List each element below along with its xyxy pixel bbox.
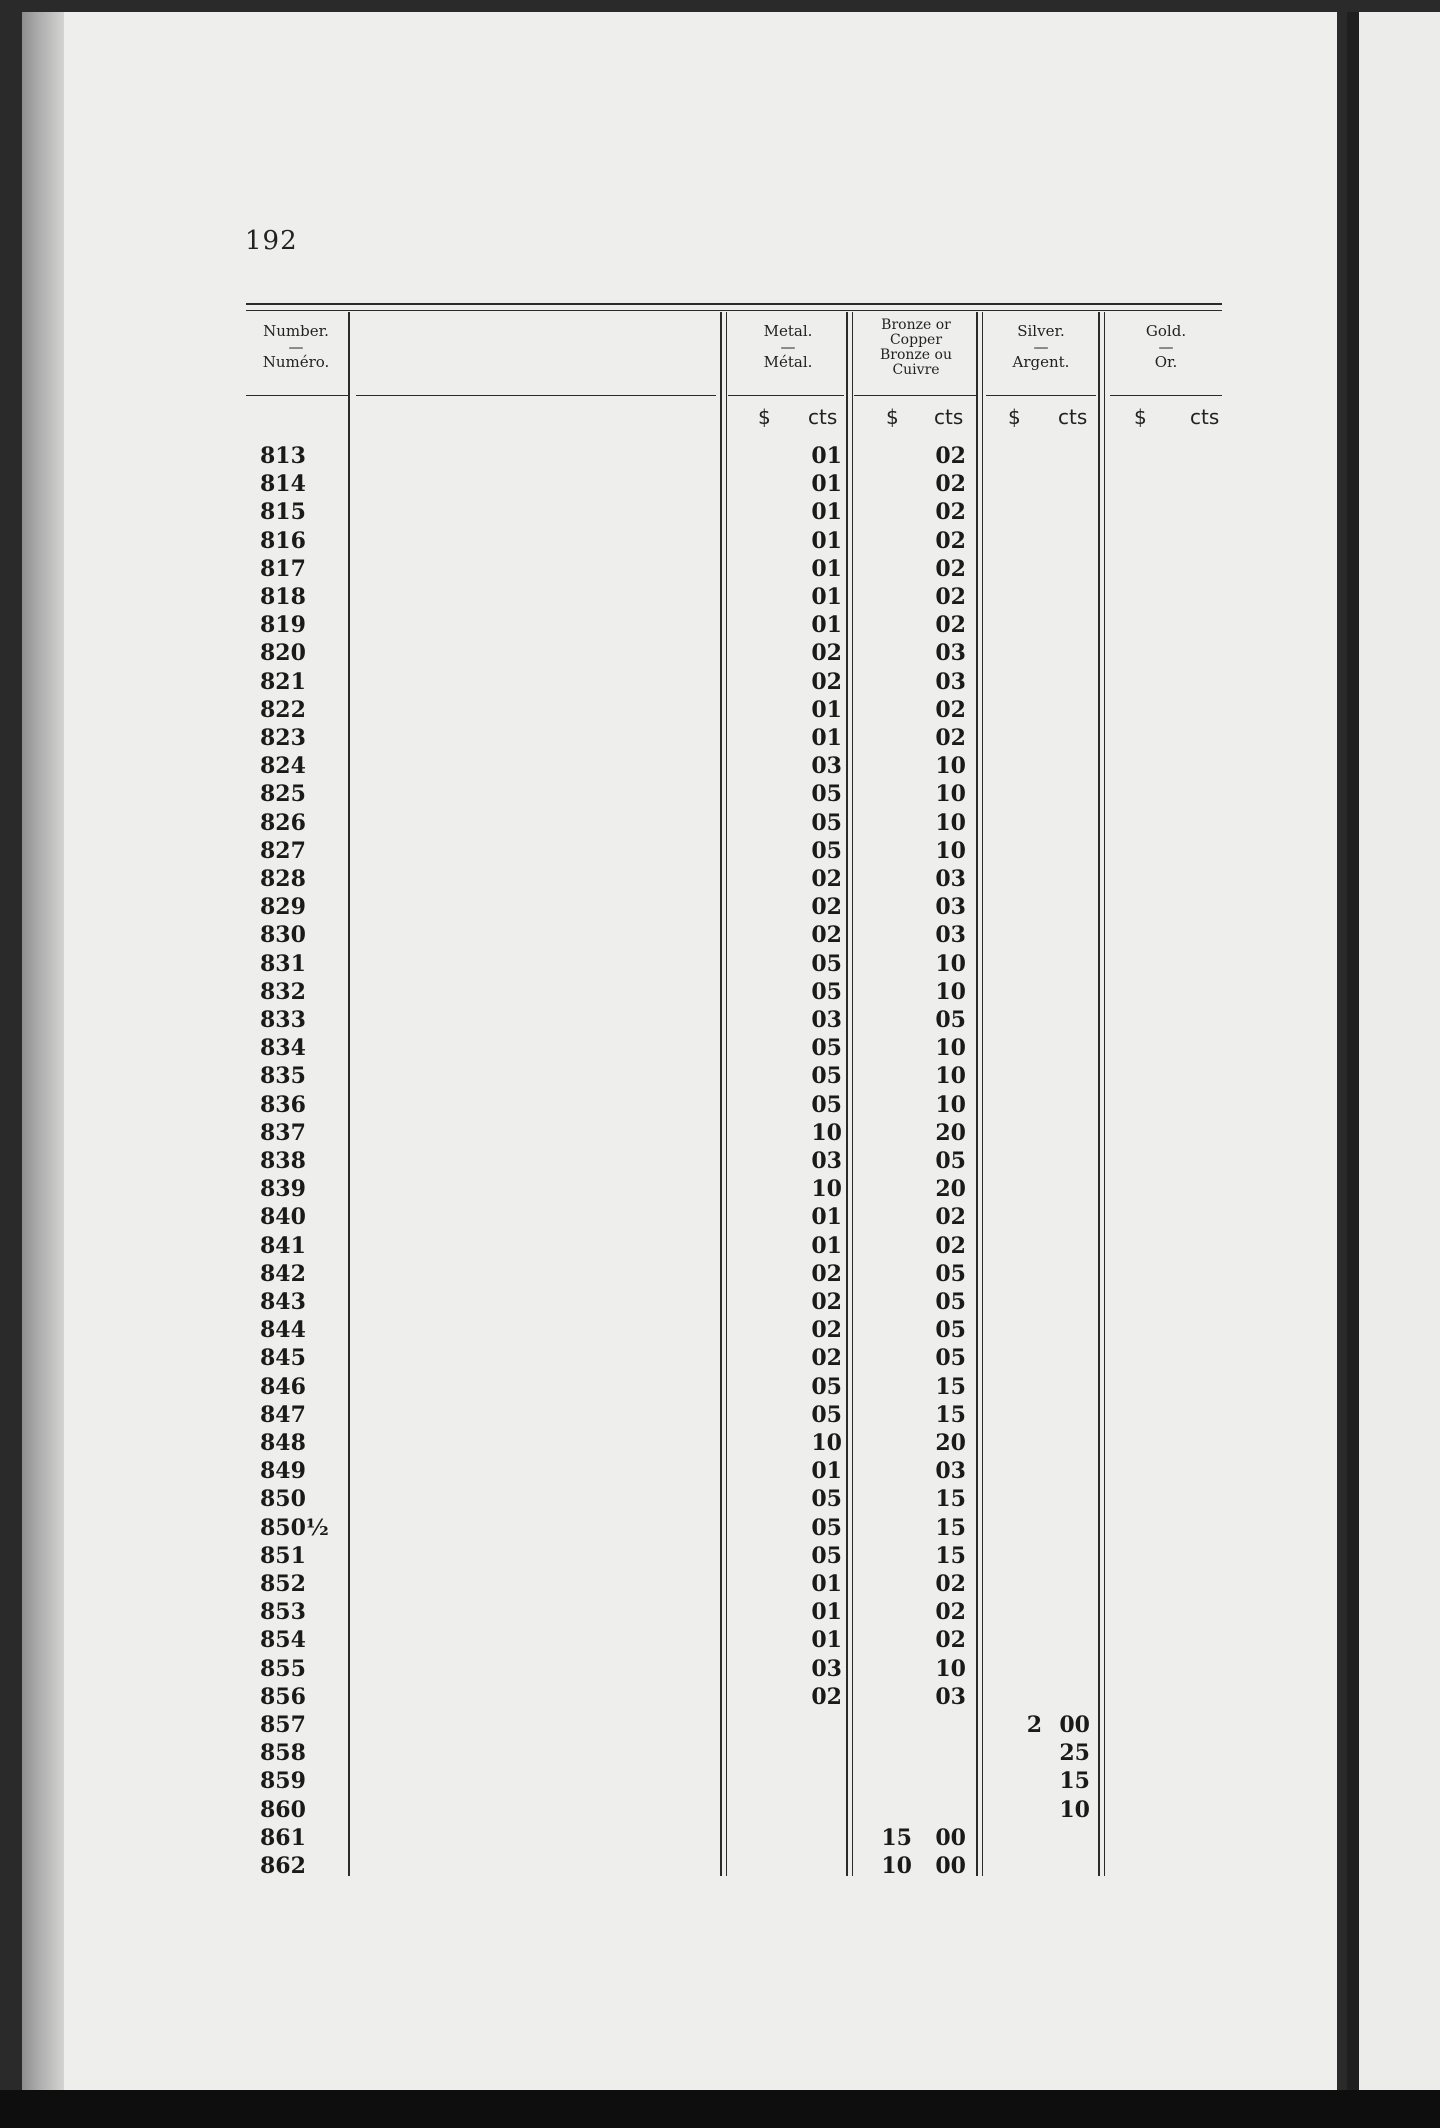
row-number: 855: [260, 1656, 306, 1682]
unit-cents-metal: cts: [808, 405, 838, 429]
header-silver-dash: —: [1033, 338, 1049, 356]
metal-price: 01: [811, 528, 842, 554]
bronze-price: 02: [935, 584, 966, 610]
silver-price: 15: [1059, 1768, 1090, 1794]
metal-price: 01: [811, 584, 842, 610]
row-number: 813: [260, 443, 306, 469]
table-row: [0, 1232, 1440, 1260]
header-silver-en: Silver.: [1017, 322, 1065, 340]
metal-price: 02: [811, 669, 842, 695]
table-row: [0, 1514, 1440, 1542]
header-metal-fr: Métal.: [763, 353, 813, 371]
silver-price: 25: [1059, 1740, 1090, 1766]
table-row: [0, 639, 1440, 667]
table-row: [0, 1344, 1440, 1372]
bronze-price: 20: [935, 1120, 966, 1146]
header-underline-gold: [1110, 395, 1222, 396]
metal-price: 01: [811, 697, 842, 723]
metal-price: 02: [811, 640, 842, 666]
table-row: [0, 978, 1440, 1006]
metal-price: 02: [811, 894, 842, 920]
metal-price: 05: [811, 1374, 842, 1400]
metal-price: 05: [811, 979, 842, 1005]
bronze-price: 02: [935, 1627, 966, 1653]
table-row: [0, 1739, 1440, 1767]
table-row: [0, 809, 1440, 837]
row-number: 859: [260, 1768, 306, 1794]
row-number: 823: [260, 725, 306, 751]
row-number: 826: [260, 810, 306, 836]
bronze-price: 03: [935, 1458, 966, 1484]
metal-price: 01: [811, 612, 842, 638]
table-row: [0, 1683, 1440, 1711]
table-row: [0, 893, 1440, 921]
metal-price: 03: [811, 1656, 842, 1682]
row-number: 830: [260, 922, 306, 948]
bronze-price: 15: [935, 1374, 966, 1400]
table-row: [0, 1429, 1440, 1457]
table-row: [0, 696, 1440, 724]
bronze-price: 10: [935, 1092, 966, 1118]
table-row: [0, 1373, 1440, 1401]
header-metal: [730, 322, 846, 372]
metal-price: 05: [811, 951, 842, 977]
metal-price: 02: [811, 1317, 842, 1343]
bronze-price: 15: [935, 1486, 966, 1512]
metal-price: 02: [811, 1289, 842, 1315]
metal-price: 05: [811, 838, 842, 864]
header-underline-description: [356, 395, 716, 396]
table-row: [0, 1316, 1440, 1344]
bronze-price: 03: [935, 922, 966, 948]
row-number: 816: [260, 528, 306, 554]
row-number: 850½: [260, 1515, 329, 1541]
unit-dollar-gold: $: [1134, 405, 1147, 429]
row-number: 848: [260, 1430, 306, 1456]
silver-price: 10: [1059, 1797, 1090, 1823]
bronze-price-dollars: 15: [881, 1825, 912, 1851]
bronze-price: 02: [935, 471, 966, 497]
table-row: [0, 498, 1440, 526]
header-bronze-line3: Bronze ou: [880, 347, 952, 363]
table-row: [0, 1570, 1440, 1598]
bronze-price: 02: [935, 528, 966, 554]
page-number: 192: [245, 226, 298, 256]
bronze-price: 05: [935, 1345, 966, 1371]
bronze-price: 05: [935, 1007, 966, 1033]
table-row: [0, 837, 1440, 865]
bronze-price: 00: [935, 1825, 966, 1851]
metal-price: 05: [811, 1486, 842, 1512]
metal-price: 05: [811, 1063, 842, 1089]
header-gold-dash: —: [1158, 338, 1174, 356]
row-number: 856: [260, 1684, 306, 1710]
row-number: 854: [260, 1627, 306, 1653]
row-number: 852: [260, 1571, 306, 1597]
bronze-price: 02: [935, 443, 966, 469]
row-number: 858: [260, 1740, 306, 1766]
header-metal-dash: —: [780, 338, 796, 356]
table-row: [0, 1147, 1440, 1175]
table-row: [0, 1091, 1440, 1119]
table-row: [0, 1034, 1440, 1062]
metal-price: 01: [811, 1599, 842, 1625]
bronze-price-dollars: 10: [881, 1853, 912, 1879]
header-underline-bronze: [854, 395, 978, 396]
metal-price: 05: [811, 781, 842, 807]
bronze-price: 03: [935, 640, 966, 666]
row-number: 818: [260, 584, 306, 610]
row-number: 821: [260, 669, 306, 695]
row-number: 839: [260, 1176, 306, 1202]
header-underline-silver: [986, 395, 1096, 396]
table-row: [0, 1062, 1440, 1090]
metal-price: 10: [811, 1120, 842, 1146]
silver-price: 00: [1059, 1712, 1090, 1738]
table-top-rule: [246, 303, 1222, 305]
table-row: [0, 1852, 1440, 1880]
unit-cents-silver: cts: [1058, 405, 1088, 429]
bronze-price: 05: [935, 1289, 966, 1315]
header-number-fr: Numéro.: [262, 353, 330, 371]
metal-price: 02: [811, 922, 842, 948]
metal-price: 01: [811, 1458, 842, 1484]
row-number: 831: [260, 951, 306, 977]
header-metal-en: Metal.: [763, 322, 813, 340]
metal-price: 05: [811, 1092, 842, 1118]
metal-price: 02: [811, 866, 842, 892]
unit-dollar-bronze: $: [886, 405, 899, 429]
row-number: 836: [260, 1092, 306, 1118]
bronze-price: 10: [935, 1656, 966, 1682]
metal-price: 01: [811, 499, 842, 525]
metal-price: 02: [811, 1345, 842, 1371]
metal-price: 05: [811, 1402, 842, 1428]
row-number: 833: [260, 1007, 306, 1033]
header-number-en: Number.: [263, 322, 329, 340]
metal-price: 01: [811, 1233, 842, 1259]
metal-price: 02: [811, 1261, 842, 1287]
header-silver: [986, 322, 1096, 372]
header-number: [246, 322, 346, 372]
row-number: 819: [260, 612, 306, 638]
table-row: [0, 611, 1440, 639]
row-number: 860: [260, 1797, 306, 1823]
bronze-price: 02: [935, 1233, 966, 1259]
bronze-price: 02: [935, 1204, 966, 1230]
table-row: [0, 1542, 1440, 1570]
table-row: [0, 1175, 1440, 1203]
row-number: 829: [260, 894, 306, 920]
bronze-price: 05: [935, 1261, 966, 1287]
header-gold: [1110, 322, 1222, 372]
row-number: 841: [260, 1233, 306, 1259]
table-row: [0, 555, 1440, 583]
table-row: [0, 527, 1440, 555]
row-number: 846: [260, 1374, 306, 1400]
header-silver-fr: Argent.: [1012, 353, 1070, 371]
row-number: 824: [260, 753, 306, 779]
table-row: [0, 1711, 1440, 1739]
row-number: 835: [260, 1063, 306, 1089]
row-number: 838: [260, 1148, 306, 1174]
metal-price: 03: [811, 753, 842, 779]
bronze-price: 02: [935, 556, 966, 582]
table-row: [0, 752, 1440, 780]
bronze-price: 00: [935, 1853, 966, 1879]
table-row: [0, 1598, 1440, 1626]
header-bronze-line2: Copper: [889, 332, 943, 348]
table-row: [0, 780, 1440, 808]
unit-dollar-metal: $: [758, 405, 771, 429]
table-row: [0, 1288, 1440, 1316]
bronze-price: 10: [935, 951, 966, 977]
metal-price: 02: [811, 1684, 842, 1710]
table-row: [0, 1626, 1440, 1654]
row-number: 828: [260, 866, 306, 892]
table-row: [0, 442, 1440, 470]
header-bronze: [856, 318, 976, 378]
row-number: 815: [260, 499, 306, 525]
metal-price: 03: [811, 1007, 842, 1033]
bronze-price: 20: [935, 1430, 966, 1456]
table-row: [0, 1824, 1440, 1852]
metal-price: 01: [811, 471, 842, 497]
header-bronze-line1: Bronze or: [881, 317, 951, 333]
silver-price-dollars: 2: [1026, 1712, 1042, 1738]
table-row: [0, 1006, 1440, 1034]
scan-bottom-border: [0, 2090, 1440, 2128]
bronze-price: 10: [935, 781, 966, 807]
bronze-price: 10: [935, 1063, 966, 1089]
metal-price: 05: [811, 1543, 842, 1569]
bronze-price: 03: [935, 894, 966, 920]
table-top-rule-inner: [246, 310, 1222, 311]
row-number: 820: [260, 640, 306, 666]
metal-price: 01: [811, 725, 842, 751]
header-gold-en: Gold.: [1145, 322, 1187, 340]
metal-price: 05: [811, 1515, 842, 1541]
table-row: [0, 1401, 1440, 1429]
row-number: 832: [260, 979, 306, 1005]
row-number: 834: [260, 1035, 306, 1061]
row-number: 827: [260, 838, 306, 864]
table-row: [0, 724, 1440, 752]
header-underline-number: [246, 395, 350, 396]
bronze-price: 10: [935, 838, 966, 864]
table-row: [0, 583, 1440, 611]
table-row: [0, 1485, 1440, 1513]
bronze-price: 10: [935, 979, 966, 1005]
bronze-price: 02: [935, 1571, 966, 1597]
row-number: 837: [260, 1120, 306, 1146]
header-bronze-line4: Cuivre: [892, 362, 940, 378]
metal-price: 05: [811, 1035, 842, 1061]
row-number: 842: [260, 1261, 306, 1287]
row-number: 822: [260, 697, 306, 723]
row-number: 814: [260, 471, 306, 497]
table-row: [0, 1119, 1440, 1147]
bronze-price: 02: [935, 725, 966, 751]
bronze-price: 20: [935, 1176, 966, 1202]
bronze-price: 15: [935, 1515, 966, 1541]
row-number: 844: [260, 1317, 306, 1343]
row-number: 843: [260, 1289, 306, 1315]
unit-cents-bronze: cts: [934, 405, 964, 429]
row-number: 845: [260, 1345, 306, 1371]
metal-price: 01: [811, 1571, 842, 1597]
metal-price: 10: [811, 1430, 842, 1456]
bronze-price: 15: [935, 1543, 966, 1569]
row-number: 853: [260, 1599, 306, 1625]
header-underline-metal: [728, 395, 844, 396]
table-row: [0, 1260, 1440, 1288]
row-number: 817: [260, 556, 306, 582]
table-row: [0, 921, 1440, 949]
row-number: 840: [260, 1204, 306, 1230]
bronze-price: 03: [935, 1684, 966, 1710]
bronze-price: 02: [935, 499, 966, 525]
table-row: [0, 1655, 1440, 1683]
unit-cents-gold: cts: [1190, 405, 1220, 429]
table-row: [0, 1203, 1440, 1231]
row-number: 847: [260, 1402, 306, 1428]
metal-price: 01: [811, 1627, 842, 1653]
bronze-price: 03: [935, 866, 966, 892]
header-number-dash: —: [288, 338, 304, 356]
table-row: [0, 668, 1440, 696]
bronze-price: 02: [935, 697, 966, 723]
bronze-price: 05: [935, 1317, 966, 1343]
unit-dollar-silver: $: [1008, 405, 1021, 429]
metal-price: 03: [811, 1148, 842, 1174]
header-gold-fr: Or.: [1154, 353, 1178, 371]
table-row: [0, 1796, 1440, 1824]
bronze-price: 15: [935, 1402, 966, 1428]
row-number: 850: [260, 1486, 306, 1512]
bronze-price: 10: [935, 1035, 966, 1061]
row-number: 851: [260, 1543, 306, 1569]
metal-price: 10: [811, 1176, 842, 1202]
row-number: 825: [260, 781, 306, 807]
row-number: 861: [260, 1825, 306, 1851]
bronze-price: 05: [935, 1148, 966, 1174]
bronze-price: 10: [935, 810, 966, 836]
bronze-price: 10: [935, 753, 966, 779]
metal-price: 01: [811, 443, 842, 469]
table-row: [0, 950, 1440, 978]
table-row: [0, 865, 1440, 893]
metal-price: 01: [811, 556, 842, 582]
bronze-price: 02: [935, 1599, 966, 1625]
row-number: 849: [260, 1458, 306, 1484]
metal-price: 05: [811, 810, 842, 836]
bronze-price: 02: [935, 612, 966, 638]
table-row: [0, 470, 1440, 498]
metal-price: 01: [811, 1204, 842, 1230]
row-number: 862: [260, 1853, 306, 1879]
table-row: [0, 1457, 1440, 1485]
bronze-price: 03: [935, 669, 966, 695]
table-row: [0, 1767, 1440, 1795]
row-number: 857: [260, 1712, 306, 1738]
